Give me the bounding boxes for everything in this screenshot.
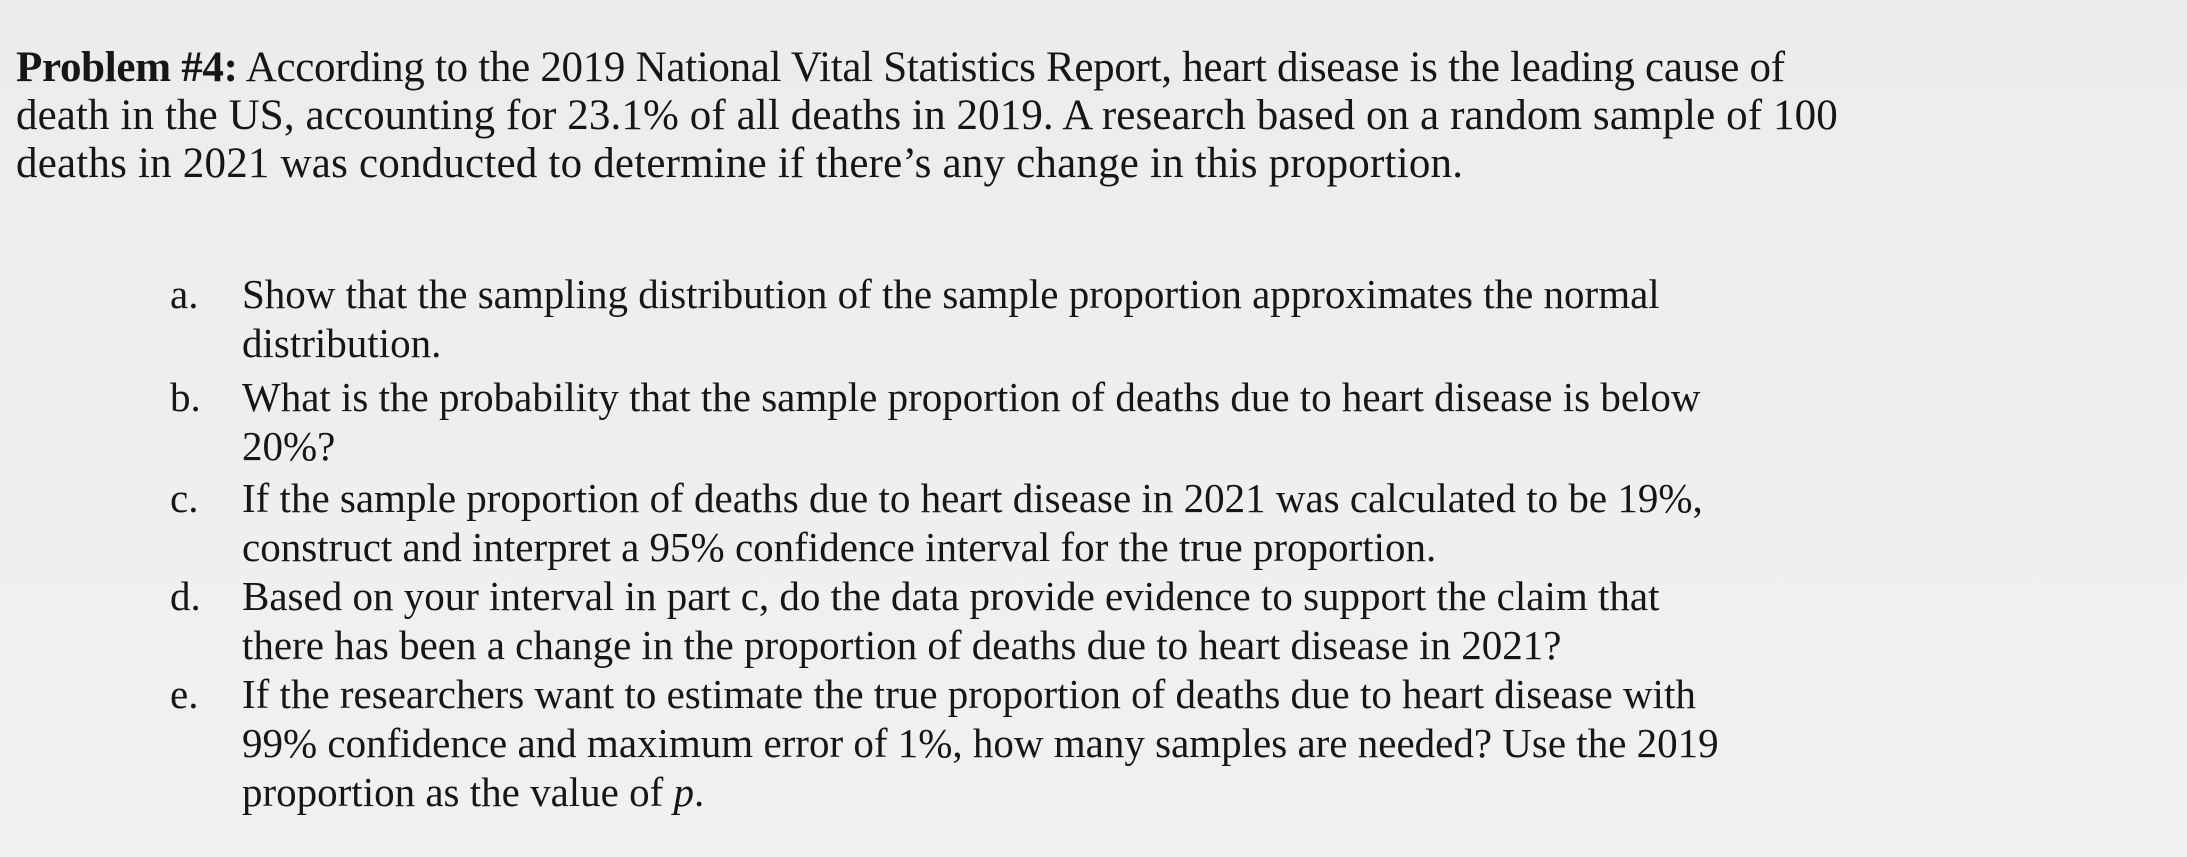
part-e-line-3 [242, 768, 2090, 817]
question-parts-list [170, 270, 2090, 817]
part-a-line-2: distribution. [242, 320, 442, 366]
part-a-letter: a. [170, 271, 199, 317]
part-e-line-2: 99% confidence and maximum error of 1%, how many samples are needed? Use the 2019 [242, 720, 1719, 766]
variable-p: p [673, 769, 695, 815]
part-d-text [242, 572, 2090, 670]
part-b-text [242, 373, 2090, 471]
part-d-line-1: Based on your interval in part c, do the data provide evidence to support the claim that [242, 573, 1660, 619]
part-c-line-1: If the sample proportion of deaths due to heart disease in 2021 was calculated to be 19%, [242, 475, 1703, 521]
part-d-letter: d. [170, 573, 201, 619]
part-c-letter: c. [170, 475, 199, 521]
part-e-letter: e. [170, 671, 199, 717]
part-e-text [242, 670, 2090, 817]
question-part-d [170, 572, 2090, 670]
problem-text-1: According to the 2019 National Vital Statistics Report, heart disease is the leading cause of [237, 44, 1785, 91]
problem-statement-line-2: death in the US, accounting for 23.1% of all deaths in 2019. A research based on a random sample of 100 [16, 92, 1838, 139]
part-d-line-2: there has been a change in the proportion of deaths due to heart disease in 2021? [242, 622, 1562, 668]
question-part-e [170, 670, 2090, 817]
problem-statement [16, 44, 2126, 188]
part-b-letter: b. [170, 374, 201, 420]
part-b-line-1: What is the probability that the sample proportion of deaths due to heart disease is below [242, 374, 1701, 420]
part-e-end-punct: . [694, 769, 705, 815]
part-e-line-1: If the researchers want to estimate the true proportion of deaths due to heart disease with [242, 671, 1696, 717]
part-e-line-3-text: proportion as the value of [242, 769, 674, 815]
problem-statement-line-3: deaths in 2021 was conducted to determine if there’s any change in this proportion. [16, 140, 1464, 187]
part-a-text [242, 270, 2090, 368]
part-c-line-2: construct and interpret a 95% confidence interval for the true proportion. [242, 524, 1437, 570]
question-part-c [170, 474, 2090, 572]
problem-label: Problem #4: [16, 44, 238, 91]
part-c-text [242, 474, 2090, 572]
question-part-b [170, 373, 2090, 471]
question-part-a [170, 270, 2090, 368]
problem-statement-line-1 [16, 44, 2126, 92]
part-b-line-2: 20%? [242, 423, 336, 469]
part-a-line-1: Show that the sampling distribution of the sample proportion approximates the normal [242, 271, 1660, 317]
